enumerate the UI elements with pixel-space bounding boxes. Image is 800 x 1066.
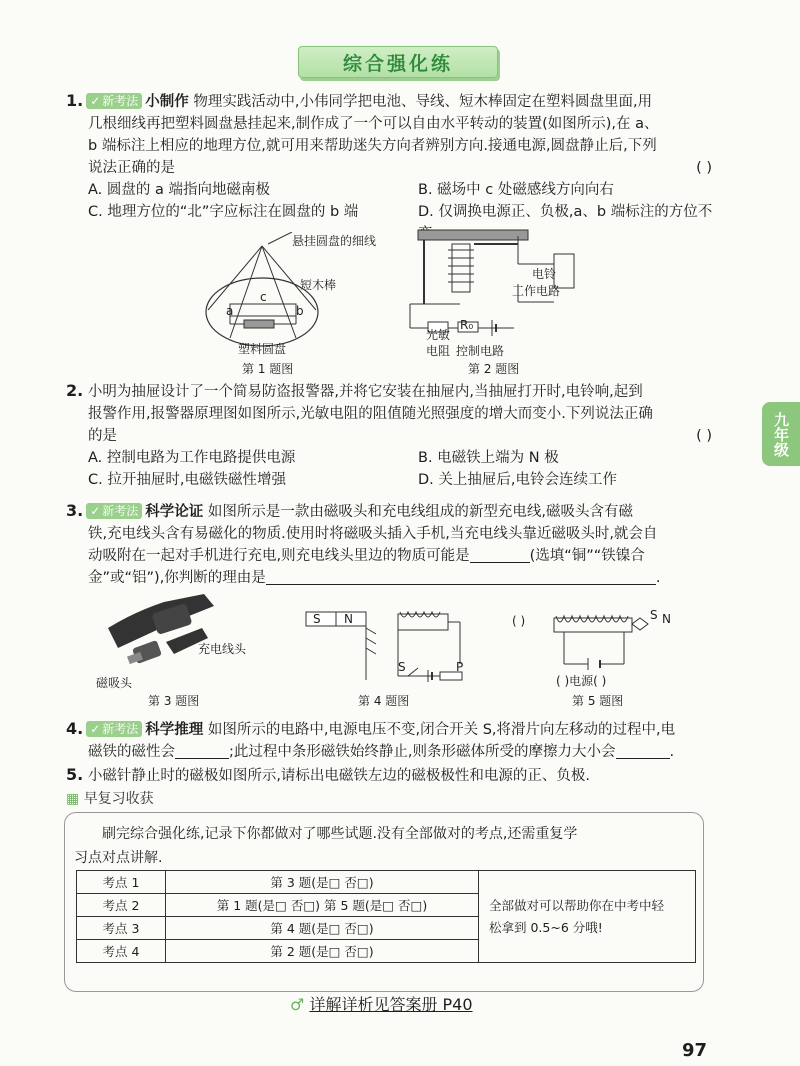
question-text: 说法正确的是 <box>88 160 175 176</box>
answer-paren[interactable]: ( ) <box>696 160 712 176</box>
figure-4-caption: 第 4 题图 <box>358 694 410 708</box>
new-method-tag: ✓ 新考法 <box>86 503 142 519</box>
question-text: 几根细线再把塑料圆盘悬挂起来,制作成了一个可以自由水平转动的装置(如图所示),在 a、 <box>88 116 659 132</box>
label-magnet-s: S <box>313 612 321 626</box>
note-text: 全部做对可以帮助你在中考中轻 <box>489 897 665 913</box>
label-plate: 塑料圆盘 <box>238 342 287 356</box>
question-number: 4. <box>66 719 84 738</box>
figure-1-caption: 第 1 题图 <box>242 362 294 376</box>
figure-3-caption: 第 3 题图 <box>148 694 200 708</box>
label-b: b <box>296 304 304 318</box>
question-number: 1. <box>66 91 84 110</box>
question-text: ;此过程中条形磁铁始终静止,则条形磁体所受的摩擦力大小会 <box>229 744 616 760</box>
question-text: 小磁针静止时的磁极如图所示,请标出电磁铁左边的磁极极性和电源的正、负极. <box>87 768 591 784</box>
label-r0: R₀ <box>460 318 474 332</box>
question-text: 金”或“铝”),你判断的理由是 <box>88 570 266 586</box>
label-bell: 电铃 <box>532 267 557 281</box>
points-table <box>76 870 696 963</box>
label-c: c <box>260 290 267 304</box>
question-text: 的是 <box>88 428 117 444</box>
figure-1-diagram <box>200 232 340 380</box>
option-a[interactable]: A. 圆盘的 a 端指向地磁南极 <box>88 182 270 198</box>
review-heading <box>66 788 154 808</box>
option-c[interactable]: C. 地理方位的“北”字应标注在圆盘的 b 端 <box>88 204 359 220</box>
option-b[interactable]: B. 电磁铁上端为 N 极 <box>418 450 559 466</box>
figure-5-circuit <box>544 610 654 672</box>
answer-paren[interactable]: ( ) <box>696 428 712 444</box>
option-c[interactable]: C. 拉开抽屉时,电磁铁磁性增强 <box>88 472 286 488</box>
question-type: 小制作 <box>145 94 189 110</box>
label-switch: S <box>398 660 406 674</box>
answer-reference-text: 详解详析见答案册 P40 <box>309 995 473 1014</box>
page-number: 97 <box>682 1040 708 1061</box>
period: . <box>669 744 675 760</box>
question-text: 铁,充电线头含有易磁化的物质.使用时将磁吸头插入手机,当充电线头靠近磁吸头时,就会自 <box>88 526 658 542</box>
label-magnet-n: N <box>344 612 353 626</box>
question-5 <box>66 764 726 787</box>
question-type: 科学论证 <box>145 504 204 520</box>
question-text: b 端标注上相应的地理方位,就可用来帮助迷失方向者辨别方向.接通电源,圆盘静止后,下列 <box>88 138 657 154</box>
label-power-source: ( )电源( ) <box>556 674 607 688</box>
option-b[interactable]: B. 磁场中 c 处磁感线方向向右 <box>418 182 614 198</box>
period: . <box>655 570 661 586</box>
note-text: 松拿到 0.5~6 分哦! <box>489 919 603 935</box>
question-4 <box>66 718 726 763</box>
question-number: 5. <box>66 765 84 784</box>
label-photo-2: 电阻 <box>426 344 451 358</box>
question-text: (选填“铜”“铁镍合 <box>529 548 645 564</box>
grade-side-tab: 九年级 <box>762 402 800 466</box>
figure-5-caption: 第 5 题图 <box>572 694 624 708</box>
reason-blank[interactable] <box>266 568 656 585</box>
review-heading-text: 早复习收获 <box>83 791 154 807</box>
review-text: 刷完综合强化练,记录下你都做对了哪些试题.没有全部做对的考点,还需重复学 <box>102 826 578 842</box>
question-text: 磁铁的磁性会 <box>88 744 175 760</box>
question-number: 2. <box>66 381 84 400</box>
new-method-tag: ✓ 新考法 <box>86 721 142 737</box>
review-text: 习点对点讲解. <box>74 850 163 866</box>
question-text: 如图所示是一款由磁吸头和充电线组成的新型充电线,磁吸头含有磁 <box>207 504 634 520</box>
point-cell: 考点 3 <box>77 917 166 940</box>
answer-blank[interactable] <box>470 546 530 563</box>
new-method-tag: ✓ 新考法 <box>86 93 142 109</box>
point-cell: 考点 1 <box>77 871 166 894</box>
label-stick: 短木棒 <box>300 278 337 292</box>
label-magnetic-head: 磁吸头 <box>96 676 133 690</box>
option-d[interactable]: D. 关上抽屉后,电铃会连续工作 <box>418 472 617 488</box>
label-work-circuit: 工作电路 <box>512 284 561 298</box>
label-compass-n: N <box>662 612 671 626</box>
items-cell[interactable]: 第 2 题(是□ 否□) <box>166 940 479 963</box>
question-text: 动吸附在一起对手机进行充电,则充电线头里边的物质可能是 <box>88 548 470 564</box>
label-cable-head: 充电线头 <box>198 642 247 656</box>
label-a: a <box>226 304 234 318</box>
question-text: 报警作用,报警器原理图如图所示,光敏电阻的阻值随光照强度的增大而变小.下列说法正确 <box>88 406 653 422</box>
items-cell[interactable]: 第 1 题(是□ 否□) 第 5 题(是□ 否□) <box>166 894 479 917</box>
leaf-icon: ♂ <box>290 995 305 1014</box>
option-a[interactable]: A. 控制电路为工作电路提供电源 <box>88 450 296 466</box>
note-cell <box>479 871 696 963</box>
review-icon: ▦ <box>66 791 80 807</box>
section-title-banner <box>298 46 498 78</box>
answer-paren-left-pole[interactable]: ( ) <box>512 614 526 628</box>
question-2 <box>66 380 726 491</box>
question-1 <box>66 90 726 223</box>
question-text: 物理实践活动中,小伟同学把电池、导线、短木棒固定在塑料圆盘里面,用 <box>193 94 653 110</box>
question-3 <box>66 500 726 589</box>
label-thread: 悬挂圆盘的细线 <box>292 234 377 248</box>
table-row <box>77 871 696 894</box>
label-control-circuit: 控制电路 <box>456 344 505 358</box>
figure-4-circuit <box>300 604 470 686</box>
question-text: 小明为抽屉设计了一个简易防盗报警器,并将它安装在抽屉内,当抽屉打开时,电铃响,起到 <box>87 384 643 400</box>
section-title: 综合强化练 <box>342 52 453 75</box>
question-type: 科学推理 <box>145 722 204 738</box>
answer-reference <box>290 992 473 1015</box>
question-text: 如图所示的电路中,电源电压不变,闭合开关 S,将滑片向左移动的过程中,电 <box>207 722 676 738</box>
label-slider: P <box>456 660 464 674</box>
answer-blank[interactable] <box>175 742 229 759</box>
point-cell: 考点 2 <box>77 894 166 917</box>
items-cell[interactable]: 第 4 题(是□ 否□) <box>166 917 479 940</box>
answer-blank[interactable] <box>616 742 670 759</box>
option-d[interactable]: D. 仅调换电源正、负极,a、b 端标注的方位不 <box>418 204 713 220</box>
label-photo: 光敏 <box>426 328 451 342</box>
question-number: 3. <box>66 501 84 520</box>
figure-2-caption: 第 2 题图 <box>468 362 520 376</box>
point-cell: 考点 4 <box>77 940 166 963</box>
items-cell[interactable]: 第 3 题(是□ 否□) <box>166 871 479 894</box>
label-compass-s: S <box>650 608 658 622</box>
review-intro <box>74 822 694 870</box>
